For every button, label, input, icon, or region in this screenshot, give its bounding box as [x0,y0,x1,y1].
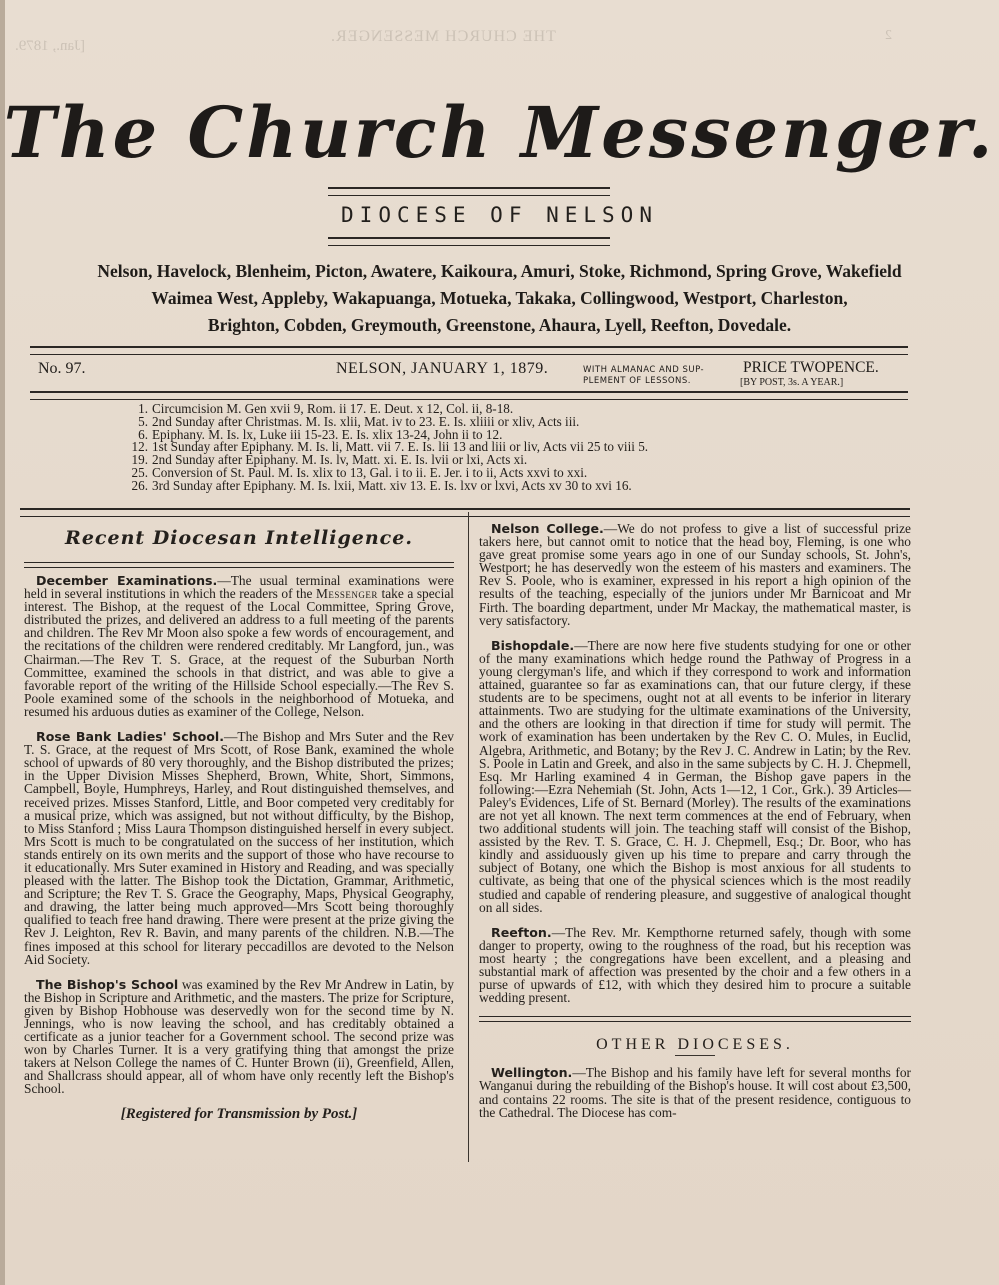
supplement-line-2: PLEMENT OF LESSONS. [583,376,692,386]
article [479,926,911,1005]
issue-bar [38,358,908,388]
issue-rule-top [30,346,908,355]
almanac-day: 5. [138,413,148,429]
almanac-day: 12. [131,439,148,455]
article-body: —We do not profess to give a list of successful prize takers here, but cannot omit to notice that the head boy, Fleming, is one who gave great promise some years ago in one of our Sunday schools, St. John's, Westport; he has deservedly won the esteem of his masters and examiners. The Rev S. Poole, who is examiner, expressed in his report a high opinion of the results of the teaching, especially of the juniors under Mr Barnicoat and Mr Firth. The boarding department, under Mr Mackay, the mathematical master, is very satisfactory. [479,521,911,628]
masthead-title: The Church Messenger. [3,91,996,174]
article-lead: December Examinations. [36,573,218,588]
article-body: was examined by the Rev Mr Andrew in Latin, by the Bishop in Scripture and Arithmetic, and the masters. The prize for Scripture, given by Bishop Hobhouse was deservedly won for the second time by N. Jennings, who is now leaving the school, and has creditably obtained a certificate as a junior teacher for a Government school. The second prize was won by Charles Turner. It is a very gratifying thing that amongst the prize takers at Nelson College the names of C. Hunter Brown (ii), Greenfield, Allen, and Shallcrass should appear, all of whom have only recently left the Bishop's School. [24,976,454,1097]
article-body: take a special interest. The Bishop, at the request of the Local Committee, Spring Grove, distributed the prizes, and delivered an address to a full meeting of the parents and children. The Rev Mr Moon also spoke a few words of encouragement, and the recitations of the children were rendered creditably. Mr Langford, jun., was Chairman.—The Rev T. S. Grace, at the request of the Suburban North Committee, examined the schools in that district, and was able to give a favorable report of the writing of the Hillside School especially.—The Rev S. Poole examined some of the schools in the neighborhood of Motueka, and resumed his arduous duties as examiner of the College, Nelson. [24,586,454,719]
issue-price: PRICE TWOPENCE. [743,359,879,376]
article-lead: Bishopdale. [491,637,575,653]
diocese-heading: DIOCESE OF NELSON [341,203,658,227]
issue-post-price: [BY POST, 3s. A YEAR.] [740,377,844,388]
section-rule [479,1016,911,1022]
almanac-text: 2nd Sunday after Christmas. M. Is. xlii, Mat. iv to 23. E. Is. xliiii or xliv, Acts iii. [152,413,580,429]
article [479,522,911,627]
almanac-day: 6. [138,426,148,442]
issue-number: No. 97. [38,360,86,377]
article-body: —The Rev. Mr. Kempthorne returned safely, though with some danger to property, owing to the roughness of the road, but his reception was most hearty ; the congregations have been excellent, and a pleasing and substantial mark of affection was presented by the choir and a few others in a purse of upwards of £12, with which they desired him to procure a suitable wedding present. [479,924,911,1006]
article-lead: The Bishop's School [36,976,179,992]
left-column [24,518,454,1121]
almanac-day: 1. [138,401,148,416]
almanac-day: 19. [131,452,148,468]
article-body: —There are now here five students studying for one or other of the many examinations which hedge round the Pathway of Progress in a young clergyman's life, and which if they correspond to work and information attained, guarantee so far as examinations can, that our future clergy, if these students are to be specimens, ought not at all events to be inferior in literary attainments. Two are studying for the ultimate examinations of the University, and the others are looking in that direction if time for study will permit. The work of examination has been undertaken by the Rev C. O. Mules, in Euclid, Algebra, Arithmetic, and Botany; by the Rev J. C. Andrew in Latin; by the Rev. S. Poole in Latin and Greek, and also in the same subjects by C. H. J. Chepmell, Esq. Mr Harling examined 4 in German, the Bishop gave papers in the following:—Ezra Nehemiah (St. John, Acts 1—12, 1 Cor., Grk.). 39 Articles—Paley's Evidences, Life of St. Bernard (Morley). The results of the examinations are not yet all known. The next term commences at the end of February, when two additional students will join. The teaching staff will consist of the Bishop, assisted by the Rev. T. S. Grace, C. H. J. Chepmell, Esq.; Dr. Boor, who has kindly and assiduously given up his time to prepare and carry through the subject of Botany, one which the Bishop is most anxious for all students to cultivate, as being that one of the physical sciences which is the most readily studied and capable of rendering pleasure, and suggestive of analogical thought on all sides. [479,637,911,915]
bleed-through-running-head: THE CHURCH MESSENGER. [330,28,556,45]
almanac-text: 2nd Sunday after Epiphany. M. Is. lv, Matt. xi. E. Is. lvii or lxi, Acts xi. [152,452,528,468]
registered-notice: [Registered for Transmission by Post.] [120,1105,358,1122]
right-column [479,522,911,1131]
almanac-text: 3rd Sunday after Epiphany. M. Is. lxii, Matt. xiv 13. E. Is. lxv or lxvi, Acts xv 30 to xvi 16. [152,477,632,493]
article-body: —The Bishop and his family have left for several months for Wanganui during the rebuilding of the Bishop's house. It will cost about £3,500, and contains 22 rooms. The site is that of the present residence, contiguous to the Cathedral. The Diocese has com- [479,1065,911,1120]
publication-name: Messenger [316,586,378,602]
parish-list [0,258,999,339]
short-rule [675,1055,715,1056]
column-divider [468,512,469,1162]
article-lead: Rose Bank Ladies' School. [36,729,225,745]
bleed-through-date: [Jan., 1879. [15,38,85,54]
article-lead: Wellington. [491,1065,573,1081]
supplement-line-1: WITH ALMANAC AND SUP- [583,365,705,375]
article-lead: Nelson College. [491,521,604,536]
article-body: —The Bishop and Mrs Suter and the Rev T. S. Grace, at the request of Mrs Scott, of Rose Bank, examined the whole school of upwards of 80 very thoroughly, and the Bishop distributed the prizes; in the Upper Division Misses Shepherd, Brown, White, Short, Simmons, Campbell, Boyle, Humphreys, Harley, and Rout distinguished themselves, and received prizes. Misses Stanford, Little, and Boor competed very creditably for a musical prize, which was assigned, but not without difficulty, by the Bishop, to Miss Stanford ; Miss Laura Thompson distinguished herself in every subject. Mrs Scott is much to be congratulated on the success of her institution, which stands entirely on its own merits and the support of those who have recourse to it educationally. Mrs Suter examined in History and Reading, and was specially pleased with the latter. The Bishop took the Dictation, Grammar, Arithmetic, and Scripture; the Rev T. S. Grace the Geography, Maps, Physical Geography, and drawing, the latter being much approved—Mrs Scott being thoroughly qualified to teach free hand drawing. There were present at the prize giving the Rev J. Leighton, Rev R. Bavin, and many parents of the children. N.B.—The fines imposed at this school for literary peccadillos are devoted to the Nelson Aid Society. [24,729,454,967]
masthead-rule-top [328,187,610,196]
article [24,978,454,1096]
bleed-through-page-number: 2 [885,28,892,43]
article [24,730,454,966]
section-title: Recent Diocesan Intelligence. [65,527,413,549]
article [24,574,454,718]
issue-dateline: NELSON, JANUARY 1, 1879. [336,360,549,377]
almanac-text: 1st Sunday after Epiphany. M. Is. li, Matt. vii 7. E. Is. lii 13 and liii or liv, Acts vii 25 to viii 5. [152,439,649,455]
almanac-day: 25. [131,464,148,480]
masthead-rule-bottom [328,237,610,246]
body-rule-top [20,508,910,517]
almanac-row [130,477,830,493]
almanac-day: 26. [131,477,148,493]
almanac-text: Epiphany. M. Is. lx, Luke iii 15-23. E. Is. xlix 13-24, John ii to 12. [152,426,503,442]
almanac-text: Conversion of St. Paul. M. Is. xlix to 13, Gal. i to ii. E. Jer. i to ii, Acts xxvi to xxi. [152,464,588,480]
article-body: —The usual terminal examinations were held in several institutions in which the readers of the [24,573,455,602]
article [479,1066,911,1118]
parish-line: Waimea West, Appleby, Wakapuanga, Motueka, Takaka, Collingwood, Westport, Charleston, [151,288,848,308]
page-edge [0,0,5,1285]
issue-rule-bottom [30,391,908,400]
supplement-note [583,365,704,387]
almanac-text: Circumcision M. Gen xvii 9, Rom. ii 17. E. Deut. x 12, Col. ii, 8-18. [152,401,514,416]
article [479,639,911,914]
parish-line: Nelson, Havelock, Blenheim, Picton, Awatere, Kaikoura, Amuri, Stoke, Richmond, Spring Grove, Wakefield [97,261,902,281]
almanac-lessons [130,403,830,493]
section-rule [24,562,454,568]
parish-line: Brighton, Cobden, Greymouth, Greenstone, Ahaura, Lyell, Reefton, Dovedale. [207,315,792,335]
other-dioceses-title: OTHER DIOCESES. [596,1036,794,1054]
article-lead: Reefton. [491,924,552,940]
